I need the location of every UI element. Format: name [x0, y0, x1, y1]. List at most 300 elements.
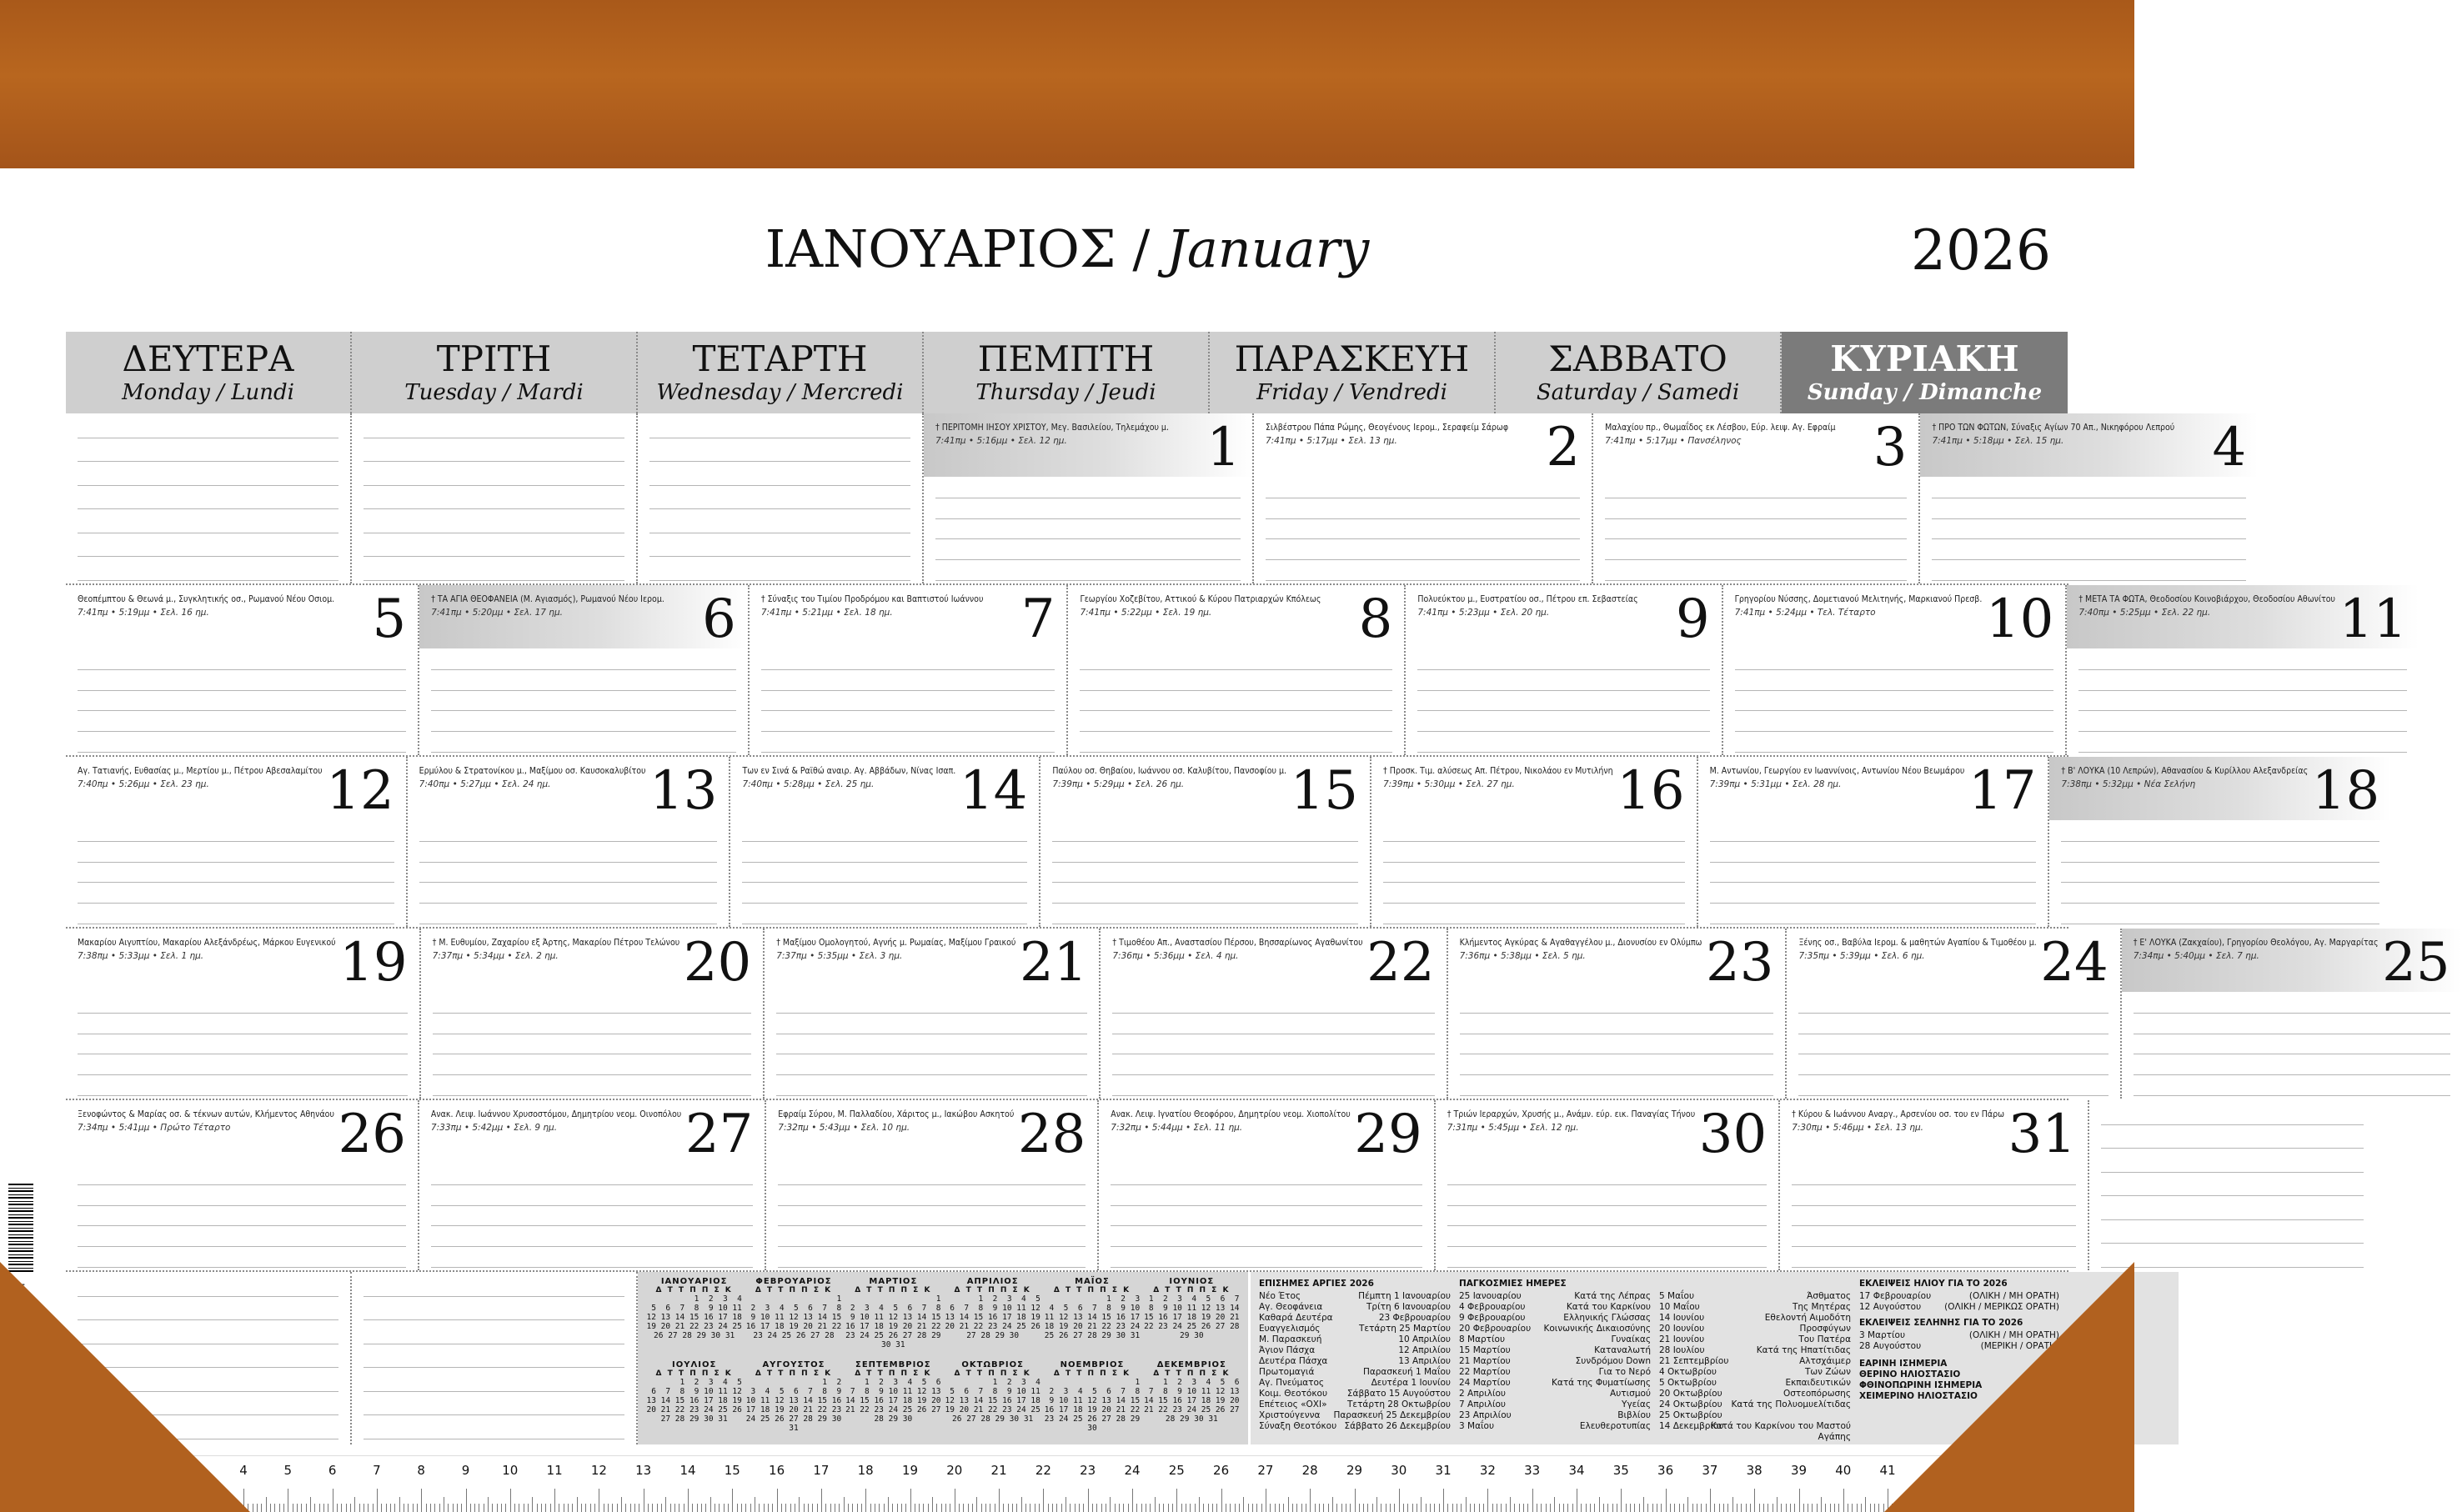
ruler-tick	[448, 1504, 449, 1512]
ruler-number: 36	[1657, 1463, 1674, 1478]
writing-line	[1080, 731, 1392, 732]
ruler-tick	[959, 1504, 960, 1512]
writing-line	[2061, 882, 2379, 883]
ruler-tick	[1421, 1497, 1422, 1512]
ruler-tick	[1763, 1504, 1764, 1512]
writing-line	[431, 1205, 753, 1206]
world-day-date: 25 Οκτωβρίου	[1659, 1410, 1722, 1420]
writing-line	[78, 1184, 406, 1185]
holiday-date: Σάββατο 15 Αυγούστου	[1346, 1389, 1451, 1399]
world-day-date: 7 Απριλίου	[1459, 1399, 1507, 1409]
ruler-tick	[865, 1489, 866, 1512]
ruler-tick	[1181, 1504, 1182, 1512]
ruler-tick	[426, 1504, 427, 1512]
ruler-tick	[1056, 1504, 1057, 1512]
holiday-name: Μ. Παρασκευή	[1259, 1334, 1322, 1344]
ruler-tick	[1394, 1504, 1395, 1512]
ruler-tick	[274, 1504, 275, 1512]
world-day-item	[1459, 1313, 1651, 1324]
mini-month	[1042, 1360, 1141, 1440]
writing-line	[364, 1414, 624, 1415]
eclipse-type: (ΟΛΙΚΗ / ΜΕΡΙΚΩΣ ΟΡΑΤΗ)	[1944, 1302, 2059, 1312]
writing-line	[1417, 752, 1709, 753]
writing-line	[1605, 538, 1907, 539]
ruler-tick	[1336, 1504, 1337, 1512]
writing-line	[1080, 690, 1392, 691]
day-number: 8	[1358, 588, 1393, 650]
day-cell	[66, 585, 419, 755]
ruler-tick	[1172, 1504, 1173, 1512]
ruler-tick	[1132, 1489, 1133, 1512]
ruler-tick	[879, 1504, 880, 1512]
ruler-tick	[1088, 1489, 1089, 1512]
world-day-name: Των Ζώων	[1804, 1367, 1851, 1377]
ruler-tick	[470, 1504, 471, 1512]
mini-weekday-letters: Δ Τ Τ Π Π Σ Κ	[1053, 1286, 1131, 1294]
world-day-date: 21 Σεπτεμβρίου	[1659, 1356, 1729, 1366]
writing-line	[78, 1246, 406, 1247]
ruler-tick	[474, 1504, 475, 1512]
writing-line	[649, 461, 910, 462]
day-info	[1792, 1100, 2076, 1164]
saints-text: Ξενοφώντος & Μαρίας οσ. & τέκνων αυτών, Κλήμεντος Αθηνάου	[78, 1109, 334, 1119]
holiday-item	[1259, 1410, 1451, 1421]
ruler-tick	[830, 1504, 831, 1512]
saints-text: † Μ. Ευθυμίου, Ζαχαρίου εξ Άρτης, Μακαρίου Πέτρου Τελώνου	[432, 938, 680, 948]
ruler-tick	[1310, 1489, 1311, 1512]
writing-line	[433, 1074, 752, 1075]
ruler-tick	[266, 1497, 267, 1512]
ruler-tick	[1727, 1504, 1728, 1512]
ruler-tick	[1865, 1497, 1866, 1512]
writing-line	[1447, 1267, 1767, 1268]
ruler-tick	[297, 1504, 298, 1512]
ruler-tick	[1283, 1504, 1284, 1512]
mini-month	[644, 1277, 744, 1357]
ruler-tick	[1407, 1504, 1408, 1512]
ruler-number: 23	[1080, 1463, 1096, 1478]
writing-line	[2078, 669, 2407, 670]
writing-line	[78, 1074, 408, 1075]
world-day-date: 20 Φεβρουαρίου	[1459, 1324, 1532, 1334]
mini-month	[1142, 1360, 1241, 1440]
day-number: 6	[702, 588, 736, 650]
ruler-tick	[1666, 1489, 1667, 1512]
world-day-name: Για το Νερό	[1598, 1367, 1651, 1377]
ruler-tick	[1470, 1504, 1471, 1512]
world-day-date: 3 Μαΐου	[1459, 1421, 1495, 1431]
saints-text: † Προσκ. Τιμ. αλύσεως Απ. Πέτρου, Νικολάου εν Μυτιλήνη	[1383, 766, 1613, 776]
ruler-tick	[377, 1489, 378, 1512]
writing-line	[649, 485, 910, 486]
ruler-tick	[1523, 1504, 1524, 1512]
day-number: 13	[649, 760, 718, 822]
ruler-tick	[488, 1497, 489, 1512]
ruler-tick	[514, 1504, 515, 1512]
ruler-tick	[1003, 1504, 1004, 1512]
day-cell	[1448, 929, 1788, 1099]
writing-line	[2101, 1195, 2364, 1196]
ruler-number: 40	[1835, 1463, 1852, 1478]
day-number: 24	[2040, 932, 2108, 994]
mini-month-name: ΜΑΪΟΣ	[1075, 1277, 1110, 1286]
day-info	[2049, 757, 2391, 820]
writing-line	[1605, 518, 1907, 519]
ruler-tick	[1092, 1504, 1093, 1512]
ruler-tick	[1603, 1504, 1604, 1512]
holiday-date: Πέμπτη 1 Ιανουαρίου	[1358, 1291, 1451, 1301]
holiday-name: Ευαγγελισμός	[1259, 1324, 1321, 1334]
mini-month-days: 1 2 3 4 5 6 7 8 9 10 11 12 13 14 15 16 17 18 19 20 21 22 23 24 25 26 27 28 29 30 31	[845, 1294, 941, 1349]
ruler-tick	[590, 1504, 591, 1512]
world-day-name: Κατά του Καρκίνου	[1566, 1302, 1651, 1312]
ruler-tick	[1750, 1504, 1751, 1512]
day-number: 14	[959, 760, 1028, 822]
mini-month	[844, 1277, 943, 1357]
ruler-tick	[1626, 1504, 1627, 1512]
weekday-greek: ΔΕΥΤΕΡΑ	[122, 338, 294, 379]
ruler-tick	[1412, 1504, 1413, 1512]
writing-line	[1792, 1184, 2076, 1185]
world-day-name: Ελευθεροτυπίας	[1579, 1421, 1651, 1431]
ruler-tick	[270, 1504, 271, 1512]
day-cell	[730, 757, 1040, 927]
ruler-tick	[1052, 1504, 1053, 1512]
sunrise-sunset: 7:36πμ • 5:36μμ • Σελ. 4 ημ.	[1112, 951, 1239, 961]
saints-text: † ΤΑ ΑΓΙΑ ΘΕΟΦΑΝΕΙΑ (Μ. Αγιασμός), Ρωμανού Νέου Ιερομ.	[431, 594, 664, 604]
sunrise-sunset: 7:35πμ • 5:39μμ • Σελ. 6 ημ.	[1798, 951, 1925, 961]
ruler-tick	[630, 1504, 631, 1512]
ruler-number: 4	[239, 1463, 248, 1478]
day-info	[1112, 929, 1434, 992]
ruler-tick	[1163, 1504, 1164, 1512]
ruler-tick	[283, 1504, 284, 1512]
ruler-tick	[1012, 1504, 1013, 1512]
ruler-tick	[1439, 1504, 1440, 1512]
ruler-tick	[354, 1497, 355, 1512]
writing-line	[364, 485, 624, 486]
day-info	[1920, 413, 2258, 477]
writing-line	[431, 710, 736, 711]
writing-line	[1417, 731, 1709, 732]
ruler-tick	[1701, 1504, 1702, 1512]
ruler-tick	[692, 1504, 693, 1512]
weekday-greek: ΤΡΙΤΗ	[436, 338, 552, 379]
sunrise-sunset: 7:36πμ • 5:38μμ • Σελ. 5 ημ.	[1459, 951, 1586, 961]
ruler-tick	[1563, 1504, 1564, 1512]
day-info	[924, 413, 1252, 477]
writing-line	[761, 731, 1056, 732]
ruler-tick	[1319, 1504, 1320, 1512]
ruler-tick	[1541, 1504, 1542, 1512]
barcode	[8, 1182, 33, 1272]
world-day-date: 9 Φεβρουαρίου	[1459, 1313, 1526, 1323]
day-cell	[1787, 929, 2121, 1099]
world-day-item	[1459, 1421, 1651, 1432]
writing-line	[742, 903, 1027, 904]
mini-weekday-letters: Δ Τ Τ Π Π Σ Κ	[755, 1286, 833, 1294]
ruler-tick	[1323, 1504, 1324, 1512]
ruler-number: 21	[990, 1463, 1007, 1478]
ruler-tick	[1741, 1504, 1742, 1512]
ruler-tick	[1817, 1504, 1818, 1512]
world-day-name: Αγάπης	[1818, 1432, 1851, 1442]
ruler-tick	[728, 1504, 729, 1512]
ruler-tick	[1527, 1504, 1528, 1512]
eclipse-date: 12 Αυγούστου	[1859, 1302, 1922, 1312]
ruler-tick	[1687, 1497, 1688, 1512]
ruler-tick	[568, 1504, 569, 1512]
mini-month	[943, 1360, 1042, 1440]
sunrise-sunset: 7:38πμ • 5:32μμ • Νέα Σελήνη	[2061, 779, 2196, 789]
writing-line	[431, 1246, 753, 1247]
ruler-number: 12	[590, 1463, 607, 1478]
ruler-tick	[1199, 1497, 1200, 1512]
ruler-tick	[1501, 1504, 1502, 1512]
day-info	[431, 1100, 753, 1164]
mini-month-name: ΟΚΤΩΒΡΙΟΣ	[961, 1359, 1024, 1369]
mini-weekday-letters: Δ Τ Τ Π Π Σ Κ	[755, 1369, 833, 1378]
ruler-tick	[710, 1497, 711, 1512]
day-cell	[765, 929, 1101, 1099]
day-info	[1447, 1100, 1767, 1164]
lunar-eclipses-title: ΕΚΛΕΙΨΕΙΣ ΣΕΛΗΝΗΣ ΓΙΑ ΤΟ 2026	[1859, 1318, 2023, 1328]
writing-line	[431, 1267, 753, 1268]
day-number: 16	[1617, 760, 1685, 822]
writing-line	[78, 1205, 406, 1206]
ruler-tick	[314, 1504, 315, 1512]
ruler-tick	[1834, 1504, 1835, 1512]
ruler-number: 37	[1702, 1463, 1718, 1478]
writing-line	[742, 882, 1027, 883]
eclipse-date: 3 Μαρτίου	[1859, 1330, 1906, 1340]
holiday-item	[1259, 1334, 1451, 1345]
ruler-tick	[257, 1504, 258, 1512]
day-info	[761, 585, 1056, 648]
writing-line	[1112, 1074, 1434, 1075]
mini-month-name: ΑΥΓΟΥΣΤΟΣ	[762, 1359, 825, 1369]
ruler-number: 13	[635, 1463, 652, 1478]
ruler-number: 8	[417, 1463, 425, 1478]
ruler-tick	[1288, 1497, 1289, 1512]
ruler-tick	[897, 1504, 898, 1512]
day-info	[778, 1100, 1086, 1164]
ruler-tick	[1279, 1504, 1280, 1512]
world-day-date: 23 Απριλίου	[1459, 1410, 1512, 1420]
ruler-number: 29	[1346, 1463, 1363, 1478]
day-number: 18	[2311, 760, 2380, 822]
holiday-name: Δευτέρα Πάσχα	[1259, 1356, 1328, 1366]
writing-line	[364, 580, 624, 581]
world-day-name: Αυτισμού	[1610, 1389, 1651, 1399]
ruler-tick	[1759, 1504, 1760, 1512]
ruler	[0, 1455, 2134, 1512]
world-days-title-spacer	[1659, 1279, 1851, 1289]
world-day-name: Κατά της Πολυομυελίτιδας	[1731, 1399, 1851, 1409]
day-cell	[66, 413, 352, 583]
holiday-item	[1259, 1356, 1451, 1367]
ruler-tick	[1447, 1504, 1448, 1512]
world-day-name: Κατά του Καρκίνου του Μαστού	[1710, 1421, 1851, 1431]
day-cell	[1723, 585, 2068, 755]
note-lines	[364, 1272, 624, 1444]
mini-month	[1142, 1277, 1241, 1357]
world-day-item	[1659, 1399, 1851, 1410]
ruler-number: 34	[1568, 1463, 1585, 1478]
world-day-item	[1459, 1324, 1651, 1334]
holiday-item	[1259, 1399, 1451, 1410]
ruler-tick	[661, 1504, 662, 1512]
writing-line	[78, 485, 338, 486]
ruler-tick	[1794, 1504, 1795, 1512]
ruler-tick	[505, 1504, 506, 1512]
ruler-tick	[1586, 1504, 1587, 1512]
saints-text: Μαλαχίου πρ., Θωμαΐδος εκ Λέσβου, Εύρ. λειψ. Αγ. Εφραίμ	[1605, 423, 1836, 433]
ruler-tick	[417, 1504, 418, 1512]
weekday-english: Friday / Vendredi	[1256, 380, 1447, 405]
sunrise-sunset: 7:41πμ • 5:22μμ • Σελ. 19 ημ.	[1080, 608, 1212, 618]
day-cell	[408, 757, 731, 927]
writing-line	[1266, 559, 1580, 560]
world-day-date: 14 Δεκεμβρίου	[1659, 1421, 1724, 1431]
day-info	[2122, 929, 2462, 992]
saints-text: † ΜΕΤΑ ΤΑ ΦΩΤΑ, Θεοδοσίου Κοινοβιάρχου, Θεοδοσίου Αθωνίτου	[2078, 594, 2336, 604]
saints-text: † ΠΡΟ ΤΩΝ ΦΩΤΩΝ, Σύναξις Αγίων 70 Απ., Νικηφόρου Λεπρού	[1932, 423, 2175, 433]
day-number: 20	[683, 932, 752, 994]
writing-line	[431, 1184, 753, 1185]
writing-line	[1052, 841, 1358, 842]
day-info	[78, 757, 394, 820]
writing-line	[78, 731, 406, 732]
holiday-item	[1259, 1324, 1451, 1334]
writing-line	[364, 1296, 624, 1297]
writing-line	[78, 841, 394, 842]
writing-line	[78, 1013, 408, 1014]
writing-line	[364, 1367, 624, 1368]
holiday-item	[1259, 1345, 1451, 1356]
sunrise-sunset: 7:34πμ • 5:41μμ • Πρώτο Τέταρτο	[78, 1123, 231, 1133]
world-day-name: Οστεοπόρωσης	[1783, 1389, 1851, 1399]
ruler-tick	[745, 1504, 746, 1512]
ruler-tick	[923, 1504, 924, 1512]
ruler-tick	[1403, 1504, 1404, 1512]
ruler-tick	[1874, 1504, 1875, 1512]
writing-line	[1417, 690, 1709, 691]
world-day-name: Του Πατέρα	[1798, 1334, 1851, 1344]
sunrise-sunset: 7:31πμ • 5:45μμ • Σελ. 12 ημ.	[1447, 1123, 1579, 1133]
writing-line	[1798, 1095, 2108, 1096]
ruler-tick	[1096, 1504, 1097, 1512]
writing-line	[1735, 710, 2054, 711]
ruler-tick	[1714, 1504, 1715, 1512]
day-info	[776, 929, 1087, 992]
world-day-item	[1659, 1302, 1851, 1313]
saints-text: Γεωργίου Χοζεβίτου, Αττικού & Κύρου Πατριαρχών Κπόλεως	[1080, 594, 1321, 604]
ruler-tick	[581, 1504, 582, 1512]
writing-line	[78, 580, 338, 581]
ruler-tick	[1355, 1489, 1356, 1512]
week-row	[66, 413, 2247, 585]
writing-line	[1735, 731, 2054, 732]
ruler-number: 15	[724, 1463, 740, 1478]
mini-month-days: 1 2 3 4 5 6 7 8 9 10 11 12 13 14 15 16 17 18 19 20 21 22 23 24 25 26 27 28 29 30	[1144, 1294, 1240, 1340]
day-number: 21	[1019, 932, 1088, 994]
writing-line	[2061, 862, 2379, 863]
day-cell	[1099, 1100, 1435, 1270]
writing-line	[78, 862, 394, 863]
writing-line	[1710, 882, 2037, 883]
writing-line	[1080, 752, 1392, 753]
day-cell	[1101, 929, 1447, 1099]
writing-line	[2101, 1243, 2364, 1244]
ruler-number: 6	[328, 1463, 337, 1478]
month-separator: /	[1132, 218, 1151, 279]
saints-text: Θεοπέμπτου & Θεωνά μ., Συγκλητικής οσ., Ρωμανού Νέου Οσιομ.	[78, 594, 335, 604]
weekday-english: Wednesday / Mercredi	[656, 380, 904, 405]
eclipse-type: (ΜΕΡΙΚΗ / ΟΡΑΤΗ)	[1980, 1341, 2059, 1351]
ruler-number: 31	[1435, 1463, 1452, 1478]
ruler-tick	[1332, 1497, 1333, 1512]
world-day-date: 21 Μαρτίου	[1459, 1356, 1511, 1366]
notes-cell	[352, 1272, 638, 1444]
day-info	[1710, 757, 2037, 820]
weekday-english: Saturday / Samedi	[1536, 380, 1740, 405]
writing-line	[1111, 1267, 1422, 1268]
saints-text: Των εν Σινά & Ραϊθώ αναιρ. Αγ. Αββάδων, Νίνας Ισαπ.	[742, 766, 956, 776]
saints-text: Μακαρίου Αιγυπτίου, Μακαρίου Αλεξάνδρέως, Μάρκου Ευγενικού	[78, 938, 336, 948]
world-day-name: Κοινωνικής Δικαιοσύνης	[1543, 1324, 1651, 1334]
day-cell	[1698, 757, 2050, 927]
writing-line	[431, 731, 736, 732]
ruler-tick	[399, 1497, 400, 1512]
writing-line	[78, 882, 394, 883]
writing-lines	[649, 413, 910, 583]
day-info	[1052, 757, 1358, 820]
ruler-tick	[617, 1504, 618, 1512]
ruler-tick	[1367, 1504, 1368, 1512]
ruler-tick	[719, 1504, 720, 1512]
ruler-tick	[461, 1504, 462, 1512]
ruler-tick	[1025, 1504, 1026, 1512]
world-day-name: Καταναλωτή	[1594, 1345, 1651, 1355]
writing-line	[419, 903, 718, 904]
ruler-tick	[905, 1504, 906, 1512]
world-day-item	[1659, 1313, 1851, 1324]
mini-weekday-letters: Δ Τ Τ Π Π Σ Κ	[855, 1286, 932, 1294]
ruler-tick	[634, 1504, 635, 1512]
sunrise-sunset: 7:34πμ • 5:40μμ • Σελ. 7 ημ.	[2133, 951, 2259, 961]
ruler-number: 19	[901, 1463, 919, 1478]
ruler-number: 28	[1301, 1463, 1318, 1478]
weekday-header	[638, 332, 924, 413]
ruler-tick	[768, 1504, 769, 1512]
ruler-tick	[1252, 1504, 1253, 1512]
ruler-tick	[1474, 1504, 1475, 1512]
saints-text: Ανακ. Λειψ. Ιωάννου Χρυσοστόμου, Δημητρίου νεομ. Οινοπόλου	[430, 1109, 682, 1119]
writing-line	[1710, 862, 2037, 863]
mini-weekday-letters: Δ Τ Τ Π Π Σ Κ	[1053, 1369, 1131, 1378]
ruler-tick	[1275, 1504, 1276, 1512]
world-day-item	[1659, 1378, 1851, 1389]
sunrise-sunset: 7:40πμ • 5:27μμ • Σελ. 24 ημ.	[419, 779, 551, 789]
writing-line	[2061, 903, 2379, 904]
ruler-tick	[976, 1497, 977, 1512]
ruler-tick	[572, 1504, 573, 1512]
ruler-tick	[724, 1504, 725, 1512]
ruler-tick	[972, 1504, 973, 1512]
ruler-number: 25	[1168, 1463, 1185, 1478]
day-cell	[1436, 1100, 1780, 1270]
